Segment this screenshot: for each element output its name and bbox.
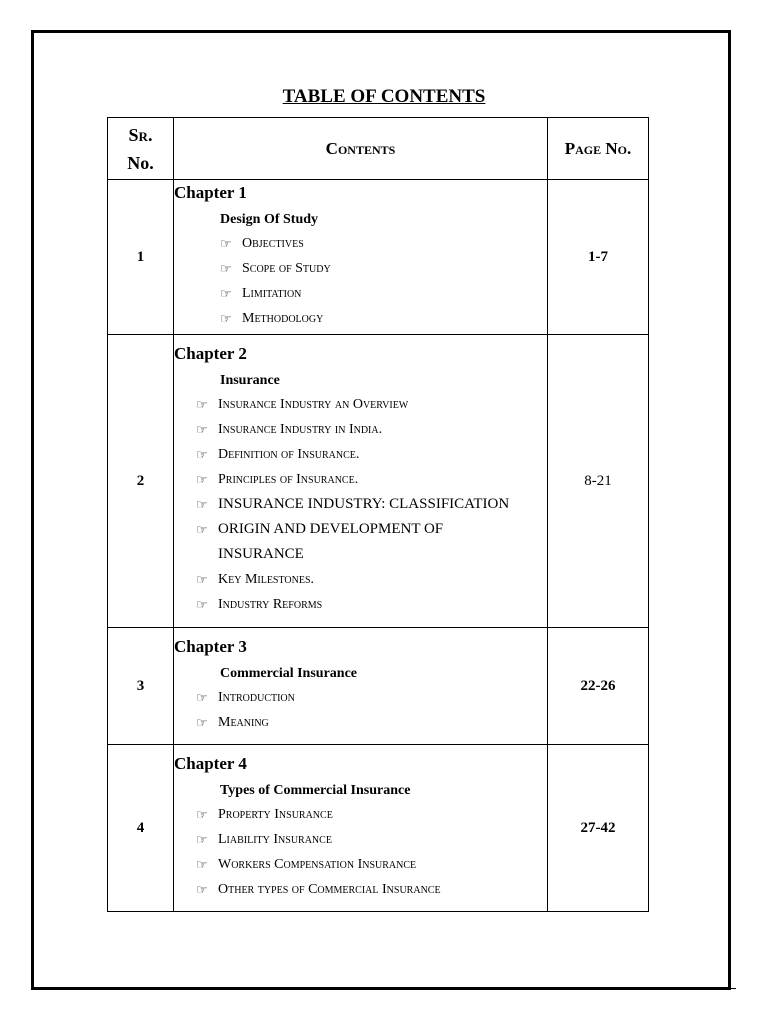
hand-pointing-icon: ☞: [196, 572, 208, 587]
list-item: [220, 231, 547, 256]
list-item: [196, 492, 547, 517]
hand-pointing-icon: ☞: [220, 310, 232, 326]
list-item-label: Insurance Industry an Overview: [218, 397, 409, 412]
hand-pointing-icon: ☞: [196, 422, 208, 437]
hand-pointing-icon: ☞: [196, 472, 208, 487]
header-page-no: Page No.: [548, 118, 649, 180]
row-sr-no: 2: [108, 335, 174, 628]
list-item: [196, 467, 547, 492]
list-item: [196, 710, 547, 735]
list-item-label: Introduction: [218, 689, 295, 705]
list-item-label: Limitation: [242, 285, 302, 301]
row-contents: [174, 180, 548, 335]
list-item: [196, 592, 547, 617]
list-item-label: Scope of Study: [242, 260, 331, 276]
chapter-title: Chapter 3: [174, 636, 247, 656]
hand-pointing-icon: ☞: [196, 522, 208, 537]
section-title: Types of Commercial Insurance: [220, 782, 411, 798]
list-item-continuation: INSURANCE: [218, 546, 304, 562]
hand-pointing-icon: ☞: [196, 714, 208, 730]
table-row: [108, 335, 649, 628]
list-item: [220, 256, 547, 281]
list-item: [196, 802, 547, 827]
list-item-label: Industry Reforms: [218, 597, 323, 612]
table-row: [108, 628, 649, 745]
list-item-label: Property Insurance: [218, 806, 333, 822]
hand-pointing-icon: ☞: [196, 806, 208, 822]
chapter-title: Chapter 2: [174, 344, 247, 363]
section-title: Commercial Insurance: [220, 665, 357, 681]
hand-pointing-icon: ☞: [196, 689, 208, 705]
row-contents: [174, 628, 548, 745]
row-sr-no: 1: [108, 180, 174, 335]
list-item: [196, 852, 547, 877]
hand-pointing-icon: ☞: [196, 397, 208, 412]
row-page-no: 1-7: [548, 180, 649, 335]
list-item-label: Objectives: [242, 235, 304, 251]
table-row: [108, 745, 649, 912]
list-item: [196, 392, 547, 417]
row-page-no: 22-26: [548, 628, 649, 745]
hand-pointing-icon: ☞: [220, 235, 232, 251]
row-sr-no: 3: [108, 628, 174, 745]
list-item-label: Methodology: [242, 310, 324, 326]
section-title: Insurance: [220, 373, 280, 388]
list-item-label: Other types of Commercial Insurance: [218, 881, 441, 897]
list-item-label: ORIGIN AND DEVELOPMENT OF: [218, 521, 444, 537]
hand-pointing-icon: ☞: [196, 856, 208, 872]
table-row: [108, 180, 649, 335]
header-sr-line2: No.: [127, 152, 154, 173]
section-title: Design Of Study: [220, 211, 319, 227]
row-page-no: 8-21: [548, 335, 649, 628]
toc-table: [107, 117, 649, 912]
list-item-label: Insurance Industry in India.: [218, 422, 383, 437]
list-item: [220, 281, 547, 306]
hand-pointing-icon: ☞: [196, 597, 208, 612]
list-item: [196, 685, 547, 710]
chapter-title: Chapter 1: [174, 182, 247, 202]
list-item-label: Liability Insurance: [218, 831, 332, 847]
list-item: [196, 877, 547, 902]
list-item: [196, 517, 547, 542]
list-item-label: Meaning: [218, 714, 269, 730]
hand-pointing-icon: ☞: [196, 831, 208, 847]
hand-pointing-icon: ☞: [196, 881, 208, 897]
list-item-label: Definition of Insurance.: [218, 447, 360, 462]
page-border-shadow: [36, 988, 736, 992]
toc-header-row: [108, 118, 649, 180]
list-item: [196, 567, 547, 592]
chapter-title: Chapter 4: [174, 753, 247, 773]
header-sr-no: [108, 118, 174, 180]
header-sr-line1: Sr.: [128, 124, 153, 145]
list-item-label: Workers Compensation Insurance: [218, 856, 417, 872]
list-item: [196, 417, 547, 442]
list-item-label: Principles of Insurance.: [218, 472, 359, 487]
hand-pointing-icon: ☞: [196, 497, 208, 512]
row-sr-no: 4: [108, 745, 174, 912]
hand-pointing-icon: ☞: [196, 447, 208, 462]
hand-pointing-icon: ☞: [220, 285, 232, 301]
hand-pointing-icon: ☞: [220, 260, 232, 276]
list-item: [196, 442, 547, 467]
list-item: [196, 827, 547, 852]
page-title: TABLE OF CONTENTS: [282, 86, 486, 107]
list-item: [220, 306, 547, 331]
row-contents: [174, 745, 548, 912]
row-contents: [174, 335, 548, 628]
row-page-no: 27-42: [548, 745, 649, 912]
header-contents: Contents: [174, 118, 548, 180]
list-item-label: Key Milestones.: [218, 572, 315, 587]
list-item-label: INSURANCE INDUSTRY: CLASSIFICATION: [218, 496, 510, 512]
